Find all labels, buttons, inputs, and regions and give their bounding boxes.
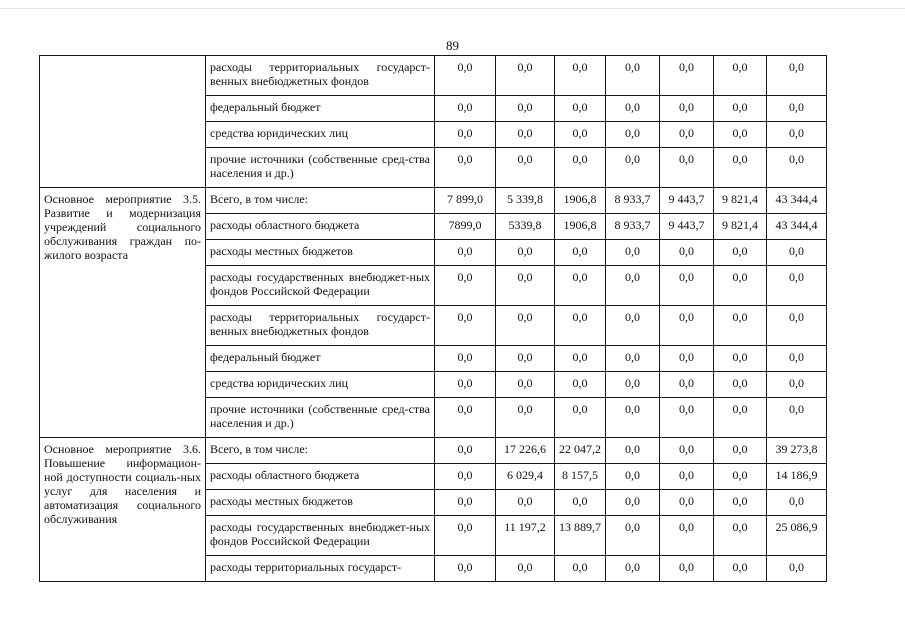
amount-cell: 0,0 [714,56,767,96]
amount-cell: 0,0 [767,148,827,188]
amount-cell: 0,0 [714,306,767,346]
amount-cell: 0,0 [606,438,660,464]
amount-cell: 0,0 [660,240,714,266]
amount-cell: 0,0 [606,306,660,346]
amount-cell: 0,0 [496,56,555,96]
amount-cell: 0,0 [435,306,496,346]
amount-cell: 5339,8 [496,214,555,240]
measure-cell: Основное мероприятие 3.6. Повышение информацион-ной доступности социаль-ных услуг для населения и автоматизация социального обслуживания [40,438,206,582]
amount-cell: 11 197,2 [496,516,555,556]
amount-cell: 0,0 [606,556,660,582]
amount-cell: 0,0 [435,464,496,490]
amount-cell: 0,0 [555,306,606,346]
measure-cell: Основное мероприятие 3.5. Развитие и модернизация учреждений социального обслуживания граждан по-жилого возраста [40,188,206,438]
amount-cell: 0,0 [660,266,714,306]
scan-border-line [0,8,905,9]
amount-cell: 0,0 [435,556,496,582]
funding-source-cell: расходы областного бюджета [206,464,435,490]
amount-cell: 0,0 [435,438,496,464]
amount-cell: 0,0 [496,556,555,582]
amount-cell: 0,0 [496,306,555,346]
amount-cell: 0,0 [435,372,496,398]
amount-cell: 0,0 [496,490,555,516]
amount-cell: 0,0 [767,556,827,582]
amount-cell: 0,0 [555,266,606,306]
amount-cell: 0,0 [767,56,827,96]
amount-cell: 17 226,6 [496,438,555,464]
amount-cell: 0,0 [767,240,827,266]
amount-cell: 0,0 [555,56,606,96]
amount-cell: 0,0 [714,516,767,556]
amount-cell: 0,0 [435,490,496,516]
funding-source-cell: Всего, в том числе: [206,188,435,214]
amount-cell: 0,0 [714,490,767,516]
table-row [40,188,827,214]
amount-cell: 5 339,8 [496,188,555,214]
amount-cell: 0,0 [606,240,660,266]
amount-cell: 0,0 [660,148,714,188]
amount-cell: 0,0 [660,122,714,148]
amount-cell: 0,0 [606,372,660,398]
amount-cell: 0,0 [660,438,714,464]
amount-cell: 0,0 [496,96,555,122]
amount-cell: 0,0 [435,56,496,96]
amount-cell: 0,0 [435,96,496,122]
amount-cell: 0,0 [660,96,714,122]
amount-cell: 0,0 [714,96,767,122]
amount-cell: 0,0 [555,148,606,188]
amount-cell: 25 086,9 [767,516,827,556]
amount-cell: 7 899,0 [435,188,496,214]
amount-cell: 0,0 [660,56,714,96]
amount-cell: 0,0 [606,56,660,96]
amount-cell: 0,0 [660,398,714,438]
amount-cell: 0,0 [496,240,555,266]
amount-cell: 0,0 [714,398,767,438]
amount-cell: 0,0 [496,372,555,398]
amount-cell: 0,0 [435,516,496,556]
funding-source-cell: средства юридических лиц [206,122,435,148]
amount-cell: 0,0 [660,464,714,490]
table-row [40,56,827,96]
amount-cell: 0,0 [496,266,555,306]
amount-cell: 0,0 [767,490,827,516]
amount-cell: 0,0 [714,266,767,306]
amount-cell: 0,0 [714,240,767,266]
funding-source-cell: расходы государственных внебюджет-ных фондов Российской Федерации [206,266,435,306]
amount-cell: 0,0 [767,372,827,398]
amount-cell: 14 186,9 [767,464,827,490]
amount-cell: 9 443,7 [660,188,714,214]
amount-cell: 0,0 [435,148,496,188]
amount-cell: 9 443,7 [660,214,714,240]
funding-source-cell: расходы территориальных государст-венных внебюджетных фондов [206,306,435,346]
amount-cell: 43 344,4 [767,214,827,240]
amount-cell: 0,0 [606,398,660,438]
amount-cell: 0,0 [606,346,660,372]
amount-cell: 0,0 [714,122,767,148]
funding-source-cell: Всего, в том числе: [206,438,435,464]
amount-cell: 0,0 [767,266,827,306]
amount-cell: 1906,8 [555,214,606,240]
page-number: 89 [446,38,459,53]
amount-cell: 0,0 [660,372,714,398]
amount-cell: 0,0 [496,398,555,438]
funding-source-cell: федеральный бюджет [206,96,435,122]
funding-source-cell: средства юридических лиц [206,372,435,398]
amount-cell: 0,0 [435,346,496,372]
amount-cell: 0,0 [660,306,714,346]
amount-cell: 1906,8 [555,188,606,214]
amount-cell: 0,0 [714,464,767,490]
amount-cell: 0,0 [767,306,827,346]
amount-cell: 0,0 [555,96,606,122]
amount-cell: 0,0 [555,346,606,372]
amount-cell: 0,0 [606,122,660,148]
amount-cell: 0,0 [496,346,555,372]
amount-cell: 0,0 [555,490,606,516]
amount-cell: 0,0 [606,266,660,306]
amount-cell: 0,0 [606,464,660,490]
funding-source-cell: прочие источники (собственные сред-ства населения и др.) [206,148,435,188]
budget-table [39,55,827,582]
amount-cell: 0,0 [767,96,827,122]
funding-source-cell: расходы государственных внебюджет-ных фондов Российской Федерации [206,516,435,556]
funding-source-cell: федеральный бюджет [206,346,435,372]
amount-cell: 0,0 [606,96,660,122]
amount-cell: 0,0 [555,372,606,398]
amount-cell: 0,0 [435,240,496,266]
amount-cell: 9 821,4 [714,188,767,214]
amount-cell: 0,0 [660,490,714,516]
amount-cell: 0,0 [496,122,555,148]
amount-cell: 0,0 [714,346,767,372]
funding-source-cell: расходы территориальных государст- [206,556,435,582]
funding-source-cell: расходы территориальных государст-венных внебюджетных фондов [206,56,435,96]
table-row [40,438,827,464]
funding-source-cell: прочие источники (собственные сред-ства населения и др.) [206,398,435,438]
amount-cell: 0,0 [555,556,606,582]
amount-cell: 8 157,5 [555,464,606,490]
amount-cell: 0,0 [555,240,606,266]
amount-cell: 0,0 [606,148,660,188]
amount-cell: 0,0 [606,516,660,556]
amount-cell: 0,0 [555,398,606,438]
amount-cell: 39 273,8 [767,438,827,464]
amount-cell: 0,0 [435,398,496,438]
amount-cell: 0,0 [714,438,767,464]
amount-cell: 0,0 [660,556,714,582]
amount-cell: 0,0 [767,122,827,148]
amount-cell: 8 933,7 [606,214,660,240]
funding-source-cell: расходы местных бюджетов [206,490,435,516]
amount-cell: 7899,0 [435,214,496,240]
amount-cell: 0,0 [714,372,767,398]
amount-cell: 13 889,7 [555,516,606,556]
amount-cell: 0,0 [767,346,827,372]
amount-cell: 0,0 [714,148,767,188]
measure-cell [40,56,206,188]
amount-cell: 6 029,4 [496,464,555,490]
funding-source-cell: расходы местных бюджетов [206,240,435,266]
amount-cell: 9 821,4 [714,214,767,240]
amount-cell: 0,0 [435,122,496,148]
amount-cell: 0,0 [606,490,660,516]
amount-cell: 0,0 [496,148,555,188]
funding-source-cell: расходы областного бюджета [206,214,435,240]
amount-cell: 0,0 [555,122,606,148]
amount-cell: 8 933,7 [606,188,660,214]
amount-cell: 22 047,2 [555,438,606,464]
amount-cell: 0,0 [767,398,827,438]
amount-cell: 0,0 [714,556,767,582]
budget-table-body [40,56,827,582]
amount-cell: 0,0 [660,516,714,556]
amount-cell: 0,0 [435,266,496,306]
amount-cell: 43 344,4 [767,188,827,214]
amount-cell: 0,0 [660,346,714,372]
